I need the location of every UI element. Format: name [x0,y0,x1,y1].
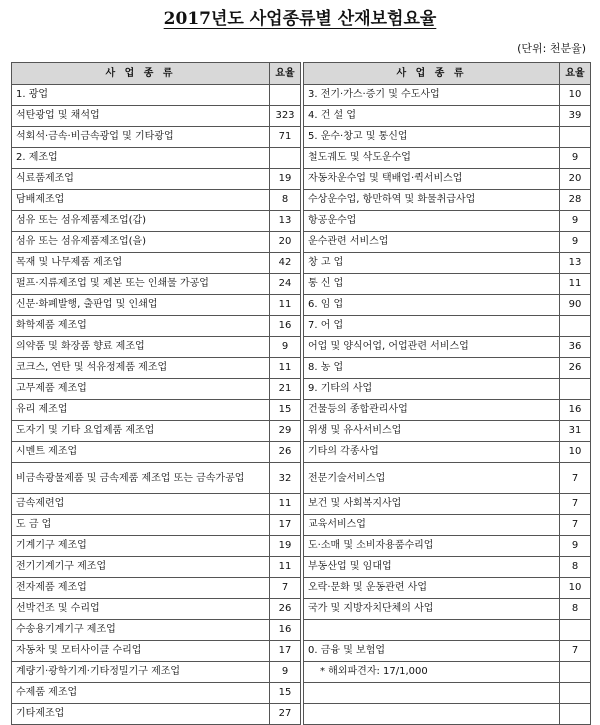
table-row [12,704,591,725]
left-rate-cell: 11 [270,494,301,515]
left-rate-cell: 17 [270,641,301,662]
left-name-cell: 전기기계기구 제조업 [12,557,270,578]
left-rate-cell: 27 [270,704,301,725]
right-rate-cell: 26 [560,358,591,379]
left-name-cell: 자동차 및 모터사이클 수리업 [12,641,270,662]
table-row [12,232,591,253]
right-name-cell: 도·소매 및 소비자용품수리업 [304,536,560,557]
left-rate-cell: 323 [270,106,301,127]
left-name-cell: 시멘트 제조업 [12,442,270,463]
left-name-cell: 식료품제조업 [12,169,270,190]
right-name-cell [304,683,560,704]
right-name-cell: 교육서비스업 [304,515,560,536]
left-name-cell: 기타제조업 [12,704,270,725]
right-rate-cell: 9 [560,536,591,557]
right-rate-cell: 8 [560,557,591,578]
table-row [12,295,591,316]
left-rate-cell: 17 [270,515,301,536]
right-rate-cell: 7 [560,641,591,662]
right-rate-cell [560,683,591,704]
left-name-cell: 도자기 및 기타 요업제품 제조업 [12,421,270,442]
table-row [12,400,591,421]
left-name-cell: 계량기·광학기계·기타정밀기구 제조업 [12,662,270,683]
left-rate-cell: 8 [270,190,301,211]
right-rate-cell: 9 [560,232,591,253]
header-right-rate: 요율 [560,63,591,85]
right-rate-cell: 9 [560,148,591,169]
right-rate-cell [560,127,591,148]
right-name-cell: 자동차운수업 및 택배업·퀵서비스업 [304,169,560,190]
right-rate-cell: 28 [560,190,591,211]
left-rate-cell: 19 [270,169,301,190]
left-rate-cell: 19 [270,536,301,557]
left-name-cell: 금속제련업 [12,494,270,515]
table-row [12,536,591,557]
right-rate-cell: 36 [560,337,591,358]
table-row [12,190,591,211]
right-name-cell: 부동산업 및 임대업 [304,557,560,578]
right-rate-cell: 11 [560,274,591,295]
unit-note: (단위: 천분율) [517,42,586,55]
right-rate-cell [560,379,591,400]
table-row [12,106,591,127]
left-rate-cell: 11 [270,295,301,316]
left-rate-cell [270,148,301,169]
right-name-cell: 철도궤도 및 삭도운수업 [304,148,560,169]
right-rate-cell: 7 [560,494,591,515]
right-rate-cell: 10 [560,85,591,106]
left-name-cell: 섬유 또는 섬유제품제조업(갑) [12,211,270,232]
right-rate-cell: 90 [560,295,591,316]
left-name-cell: 유리 제조업 [12,400,270,421]
right-name-cell: 기타의 각종사업 [304,442,560,463]
table-row [12,358,591,379]
table-row [12,337,591,358]
left-name-cell: 펄프·지류제조업 및 제본 또는 인쇄물 가공업 [12,274,270,295]
right-rate-cell: 10 [560,442,591,463]
left-name-cell: 도 금 업 [12,515,270,536]
right-rate-cell [560,620,591,641]
left-rate-cell: 42 [270,253,301,274]
right-name-cell: 오락·문화 및 운동관련 사업 [304,578,560,599]
left-rate-cell: 24 [270,274,301,295]
table-row [12,463,591,494]
left-name-cell: 1. 광업 [12,85,270,106]
table-row [12,494,591,515]
right-rate-cell: 16 [560,400,591,421]
left-rate-cell: 26 [270,599,301,620]
left-name-cell: 전자제품 제조업 [12,578,270,599]
left-name-cell: 석회석·금속·비금속광업 및 기타광업 [12,127,270,148]
table-row [12,211,591,232]
table-row [12,599,591,620]
left-name-cell: 신문·화폐발행, 출판업 및 인쇄업 [12,295,270,316]
table-header-row [12,63,591,85]
right-name-cell: 9. 기타의 사업 [304,379,560,400]
left-name-cell: 섬유 또는 섬유제품제조업(을) [12,232,270,253]
left-name-cell: 목재 및 나무제품 제조업 [12,253,270,274]
right-name-cell [304,704,560,725]
left-rate-cell: 21 [270,379,301,400]
right-rate-cell: 8 [560,599,591,620]
left-name-cell: 석탄광업 및 채석업 [12,106,270,127]
right-name-cell: 수상운수업, 항만하역 및 화물취급사업 [304,190,560,211]
right-name-cell: 7. 어 업 [304,316,560,337]
left-rate-cell: 16 [270,316,301,337]
left-rate-cell: 7 [270,578,301,599]
right-rate-cell: 13 [560,253,591,274]
right-name-cell: 전문기술서비스업 [304,463,560,494]
right-name-cell: 운수관련 서비스업 [304,232,560,253]
left-name-cell: 수제품 제조업 [12,683,270,704]
right-rate-cell: 9 [560,211,591,232]
left-rate-cell: 15 [270,400,301,421]
right-rate-cell: 31 [560,421,591,442]
table-row [12,557,591,578]
left-name-cell: 의약품 및 화장품 향료 제조업 [12,337,270,358]
table-row [12,85,591,106]
table-row [12,274,591,295]
right-name-cell: 보건 및 사회복지사업 [304,494,560,515]
left-rate-cell: 15 [270,683,301,704]
left-name-cell: 수송용기계기구 제조업 [12,620,270,641]
right-rate-cell: 7 [560,463,591,494]
table-row [12,515,591,536]
right-name-cell: 0. 금융 및 보험업 [304,641,560,662]
right-name-cell: 6. 임 업 [304,295,560,316]
right-name-cell: 통 신 업 [304,274,560,295]
left-rate-cell: 11 [270,557,301,578]
left-rate-cell: 32 [270,463,301,494]
left-name-cell: 2. 제조업 [12,148,270,169]
left-name-cell: 비금속광물제품 및 금속제품 제조업 또는 금속가공업 [12,463,270,494]
right-rate-cell: 10 [560,578,591,599]
right-name-cell: 3. 전기·가스·증기 및 수도사업 [304,85,560,106]
table-row [12,379,591,400]
table-row [12,316,591,337]
right-rate-cell [560,704,591,725]
right-name-cell: * 해외파견자: 17/1,000 [304,662,560,683]
left-rate-cell: 26 [270,442,301,463]
table-row [12,620,591,641]
table-row [12,127,591,148]
table-row [12,169,591,190]
right-rate-cell: 20 [560,169,591,190]
right-name-cell: 4. 건 설 업 [304,106,560,127]
left-rate-cell [270,85,301,106]
left-rate-cell: 29 [270,421,301,442]
left-name-cell: 화학제품 제조업 [12,316,270,337]
right-rate-cell [560,316,591,337]
left-name-cell: 고무제품 제조업 [12,379,270,400]
table-row [12,662,591,683]
right-name-cell: 5. 운수·창고 및 통신업 [304,127,560,148]
table-row [12,442,591,463]
left-rate-cell: 71 [270,127,301,148]
left-rate-cell: 9 [270,662,301,683]
right-name-cell: 항공운수업 [304,211,560,232]
left-rate-cell: 13 [270,211,301,232]
right-rate-cell: 7 [560,515,591,536]
right-name-cell: 국가 및 지방자치단체의 사업 [304,599,560,620]
right-name-cell [304,620,560,641]
header-right-name: 사 업 종 류 [304,63,560,85]
left-rate-cell: 9 [270,337,301,358]
left-name-cell: 선박건조 및 수리업 [12,599,270,620]
table-row [12,683,591,704]
left-name-cell: 코크스, 연탄 및 석유정제품 제조업 [12,358,270,379]
right-name-cell: 건물등의 종합관리사업 [304,400,560,421]
left-rate-cell: 16 [270,620,301,641]
table-row [12,421,591,442]
table-row [12,148,591,169]
right-name-cell: 어업 및 양식어업, 어업관련 서비스업 [304,337,560,358]
right-name-cell: 8. 농 업 [304,358,560,379]
right-rate-cell [560,662,591,683]
page-title: 2017년도 사업종류별 산재보험요율 [163,9,437,29]
right-name-cell: 위생 및 유사서비스업 [304,421,560,442]
left-rate-cell: 20 [270,232,301,253]
left-name-cell: 담배제조업 [12,190,270,211]
left-rate-cell: 11 [270,358,301,379]
right-name-cell: 창 고 업 [304,253,560,274]
header-left-name: 사 업 종 류 [12,63,270,85]
right-rate-cell: 39 [560,106,591,127]
rate-table [11,62,591,725]
table-row [12,253,591,274]
table-row [12,641,591,662]
table-row [12,578,591,599]
left-name-cell: 기계기구 제조업 [12,536,270,557]
header-left-rate: 요율 [270,63,301,85]
